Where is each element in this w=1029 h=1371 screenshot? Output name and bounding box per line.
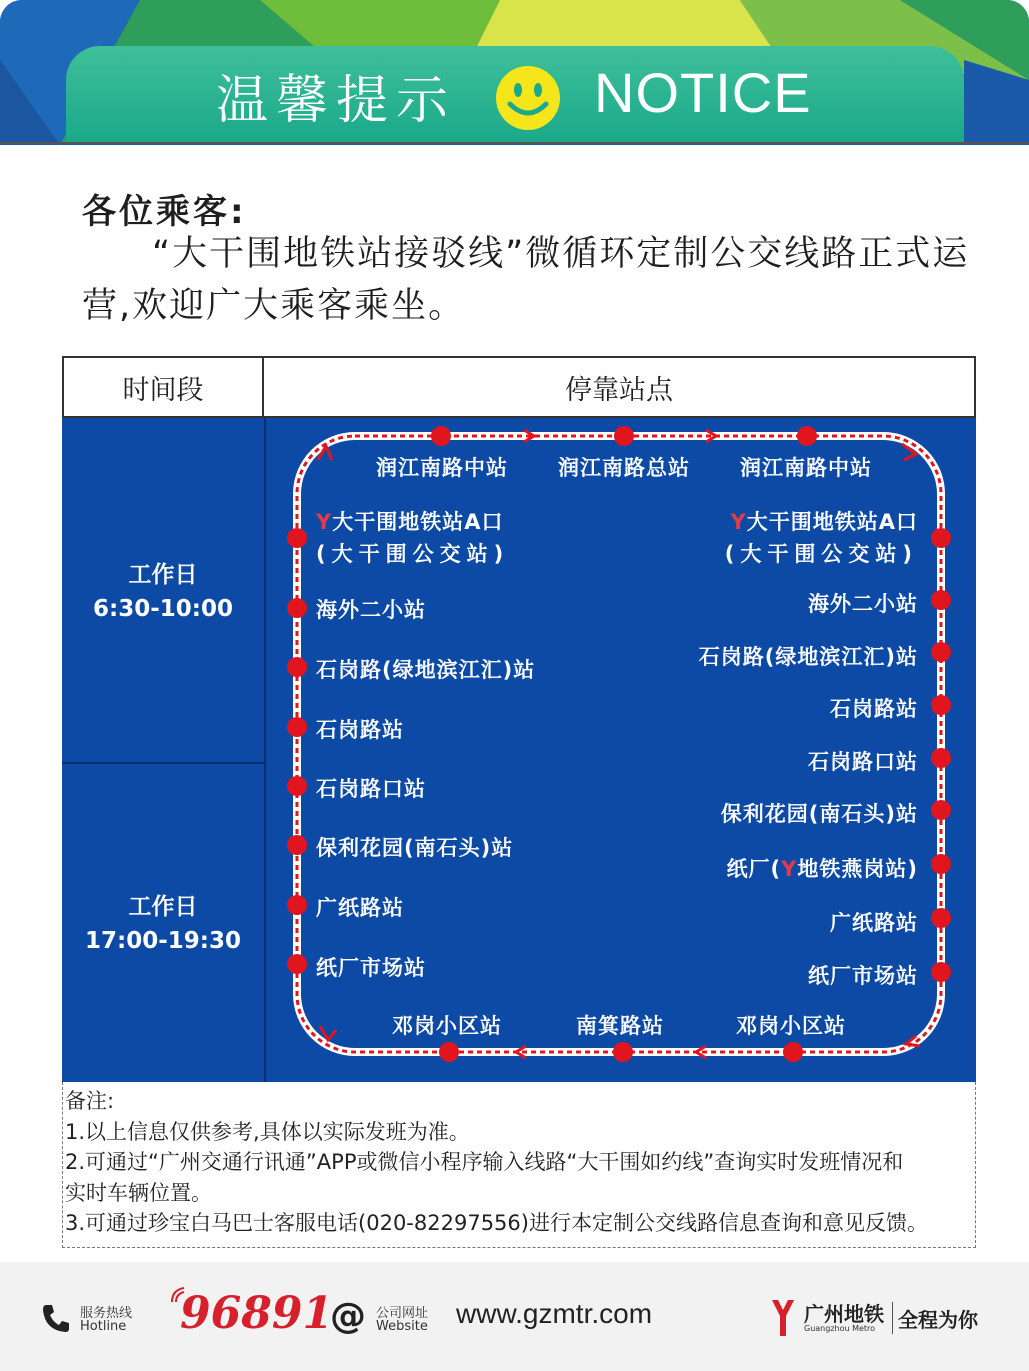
website-label-zh: 公司网址: [376, 1306, 429, 1321]
stop-right-6: 广纸路站: [830, 911, 918, 935]
hotline-label-zh: 服务热线: [80, 1306, 133, 1321]
note-item-3: 3.可通过珍宝白马巴士客服电话(020-82297556)进行本定制公交线路信息查询和意见反馈。: [65, 1211, 928, 1235]
stop-marker-1: [431, 426, 451, 446]
hotline-label-en: Hotline: [80, 1319, 127, 1334]
phone-icon: [40, 1302, 72, 1334]
stop-prefix: 纸厂(: [726, 857, 782, 881]
notice-title-en: NOTICE: [594, 61, 812, 124]
stop-right-2: 石岗路(绿地滨江汇)站: [698, 645, 918, 669]
stop-right-7: 纸厂市场站: [808, 964, 918, 988]
stop-marker-4: [287, 528, 307, 548]
hotline-number[interactable]: 96891: [180, 1288, 334, 1339]
stop-left-3: 石岗路站: [316, 718, 404, 742]
website-link[interactable]: www.gzmtr.com: [456, 1298, 653, 1329]
stop-left-metro-sub: (大干围公交站): [316, 542, 510, 566]
stop-marker-7: [287, 717, 307, 737]
stop-marker-22: [613, 1042, 633, 1062]
notes-section: [62, 1082, 976, 1248]
stop-right-5: 保利花园(南石头)站: [720, 802, 918, 826]
stop-left-2: 石岗路(绿地滨江汇)站: [316, 658, 536, 682]
stop-marker-9: [287, 835, 307, 855]
schedule-table: [62, 356, 976, 1082]
stop-marker-21: [439, 1042, 459, 1062]
notes-title: 备注:: [65, 1089, 115, 1113]
guangzhou-metro-icon: [770, 1298, 796, 1338]
stop-left-5: 保利花园(南石头)站: [316, 836, 514, 860]
stop-marker-8: [287, 776, 307, 796]
header-divider: [0, 142, 1029, 144]
stop-name: 地铁燕岗站): [797, 857, 918, 881]
stop-right-3: 石岗路站: [830, 697, 918, 721]
note-item-2: 2.可通过“广州交通行讯通”APP或微信小程序输入线路“大干围如约线”查询实时发班情况和: [65, 1150, 904, 1174]
stop-marker-16: [931, 748, 951, 768]
period-label: 工作日: [128, 894, 198, 920]
stop-left-7: 纸厂市场站: [316, 956, 426, 980]
stop-marker-14: [931, 642, 951, 662]
stop-right-yangang: [727, 855, 918, 883]
stop-top-1: 润江南路中站: [376, 456, 508, 480]
stop-marker-13: [931, 590, 951, 610]
brand-name-en: Guangzhou Metro: [804, 1324, 876, 1333]
website-label-en: Website: [376, 1319, 428, 1334]
stop-left-6: 广纸路站: [316, 896, 404, 920]
stop-marker-19: [931, 908, 951, 928]
stop-marker-17: [931, 800, 951, 820]
stop-right-metro: [731, 508, 918, 536]
period-time: 6:30-10:00: [93, 596, 233, 622]
column-header-time: 时间段: [62, 356, 264, 418]
stop-marker-11: [287, 954, 307, 974]
stop-marker-15: [931, 695, 951, 715]
stop-bottom-1: 邓岗小区站: [392, 1014, 502, 1038]
stop-marker-3: [797, 426, 817, 446]
stop-marker-10: [287, 895, 307, 915]
time-period-morning: [62, 558, 264, 626]
metro-logo-icon: Y: [730, 510, 747, 534]
stop-marker-2: [614, 426, 634, 446]
stop-marker-23: [783, 1042, 803, 1062]
stop-top-2: 润江南路总站: [558, 456, 690, 480]
stop-right-4: 石岗路口站: [808, 750, 918, 774]
notice-title-zh: 温馨提示: [216, 71, 457, 131]
stop-name: 大干围地铁站A口: [332, 510, 504, 534]
footer-bar: [0, 1262, 1029, 1371]
brand-name-zh: 广州地铁: [804, 1302, 884, 1326]
brand-slogan: 全程为你: [898, 1308, 978, 1332]
note-item-1: 1.以上信息仅供参考,具体以实际发班为准。: [65, 1119, 470, 1144]
time-period-evening: [62, 890, 264, 958]
stop-right-metro-sub: (大干围公交站): [724, 542, 918, 566]
at-sign-icon: @: [330, 1296, 366, 1337]
greeting-text: 各位乘客:: [82, 192, 247, 232]
period-time: 17:00-19:30: [85, 928, 241, 954]
stop-bottom-3: 邓岗小区站: [736, 1014, 846, 1038]
stop-left-metro: [316, 508, 503, 536]
stop-marker-18: [931, 854, 951, 874]
intro-paragraph: “大干围地铁站接驳线”微循环定制公交线路正式运营,欢迎广大乘客乘坐。: [82, 234, 970, 326]
route-map: [266, 418, 976, 1082]
metro-logo-icon: Y: [316, 510, 333, 534]
stop-left-4: 石岗路口站: [316, 777, 426, 801]
period-label: 工作日: [128, 562, 198, 588]
time-row-divider: [62, 762, 264, 764]
note-item-2-cont: 实时车辆位置。: [65, 1180, 212, 1205]
time-period-column: [62, 418, 264, 1082]
stop-marker-6: [287, 657, 307, 677]
stop-top-3: 润江南路中站: [740, 456, 872, 480]
stop-marker-12: [931, 528, 951, 548]
stop-marker-5: [287, 598, 307, 618]
metro-logo-icon: Y: [781, 857, 798, 881]
stop-left-1: 海外二小站: [316, 598, 426, 622]
smiley-face-icon: [494, 64, 562, 132]
stop-name: 大干围地铁站A口: [746, 510, 918, 534]
stop-bottom-2: 南箕路站: [576, 1014, 664, 1038]
stop-marker-20: [931, 962, 951, 982]
column-header-stops: 停靠站点: [264, 356, 976, 418]
brand-divider: [892, 1302, 893, 1334]
stop-right-1: 海外二小站: [808, 592, 918, 616]
